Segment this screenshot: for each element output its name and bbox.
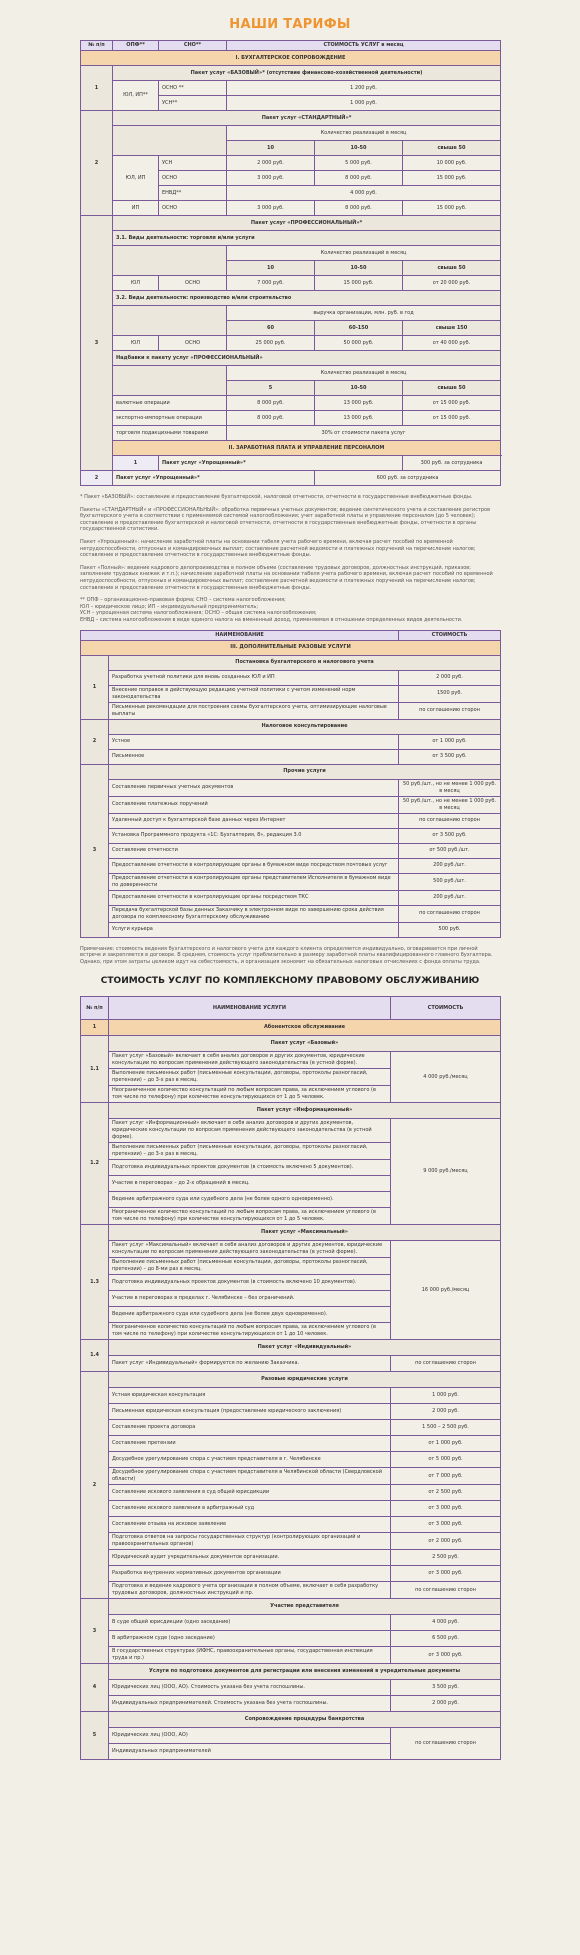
blank-cell xyxy=(113,366,227,396)
cost-cell: 4 000 руб. xyxy=(391,1615,501,1631)
surcharge-label: торговля подакцизными товарами xyxy=(113,426,227,441)
subsection-title: 3.2. Виды деятельности: производство и/или строительство xyxy=(113,291,501,306)
qty-col: свыше 150 xyxy=(403,321,501,336)
cost-cell: 13 000 руб. xyxy=(315,396,403,411)
group-title: Участие представителя xyxy=(109,1599,501,1615)
qty-col: 60-150 xyxy=(315,321,403,336)
opf-cell: ЮЛ, ИП xyxy=(113,156,159,201)
service-label: Передача бухгалтерской базы данных Заказчику в электронном виде по завершению срока действия договора по комплексному бухгалтерскому обслуживанию xyxy=(109,905,399,922)
qty-col: свыше 50 xyxy=(403,261,501,276)
note: Примечание: стоимость ведения бухгалтерского и налогового учета для каждого клиента определяется индивидуально, оговаривается при личной встрече и закрепляется в договоре. В среднем, стоимость услуг приблизительно в размеру заработной платы квалифицированного главного бухгалтера. Однако, при этом затраты целиком идут на себестоимость, и организация экономит на обязательных налоговых отчислениях с фонда оплаты труда. xyxy=(80,945,493,965)
note: ** ОПФ – организационно-правовая форма; СНО – система налогообложения; ЮЛ – юридическое лицо; ИП – индивидуальный предприниматель; УСН – упрощенная система налогообложения; ОСНО – общая система налогообложения; ЕНВД – система налогообложения в виде единого налога на вмененный доход, применяемая в отношении определенных видов деятельности. xyxy=(80,597,463,623)
package-title: Пакет услуг «Базовый» xyxy=(109,1036,501,1052)
cost-cell: 2 000 руб. xyxy=(391,1404,501,1420)
service-label: Подготовка индивидуальных проектов документов (в стоимость включено 5 документов). xyxy=(109,1160,391,1176)
cost-cell: от 15 000 руб. xyxy=(403,396,501,411)
service-label: Подготовка и ведение кадрового учета организации в полном объеме, включает в себя разработку трудовых договоров, должностных инструкций и пр. xyxy=(109,1582,391,1599)
service-label: Выполнение письменных работ (письменные консультации, договоры, протоколы разногласий, претензии) – до 3-х раз в месяц. xyxy=(109,1069,391,1086)
service-label: Составление проекта договора xyxy=(109,1420,391,1436)
service-label: Установка Программного продукта «1С: Бухгалтерия, 8», редакция 3.0 xyxy=(109,828,399,843)
cost-cell: 3 000 руб. xyxy=(227,201,315,216)
surcharge-label: валютные операции xyxy=(113,396,227,411)
row-num: 3 xyxy=(81,216,113,471)
col-name: НАИМЕНОВАНИЕ xyxy=(81,630,399,640)
group-title: Разовые юридические услуги xyxy=(109,1372,501,1388)
row-num: 2 xyxy=(81,719,109,764)
row-num: 4 xyxy=(81,1664,109,1712)
cost-cell: 13 000 руб. xyxy=(315,411,403,426)
service-label: Составление искового заявления в суд общей юрисдикции xyxy=(109,1485,391,1501)
cost-cell: 15 000 руб. xyxy=(315,276,403,291)
opf-cell: ЮЛ, ИП** xyxy=(113,81,159,111)
cost-cell: от 20 000 руб. xyxy=(403,276,501,291)
qty-col: 10-50 xyxy=(315,261,403,276)
sno-cell: ЕНВД** xyxy=(159,186,227,201)
cost-cell: 9 000 руб./месяц xyxy=(391,1119,501,1225)
qty-header: Количество реализаций в месяц xyxy=(227,126,501,141)
opf-cell: ЮЛ xyxy=(113,276,159,291)
cost-cell: 1 000 руб. xyxy=(391,1388,501,1404)
sno-cell: ОСНО ** xyxy=(159,81,227,96)
cost-cell: от 3 500 руб. xyxy=(399,749,501,764)
service-label: Участие в переговорах в пределах г. Челябинске – без ограничений. xyxy=(109,1291,391,1307)
service-label: Услуги курьера xyxy=(109,922,399,937)
cost-cell: 300 руб. за сотрудника xyxy=(403,456,501,471)
cost-cell: 8 000 руб. xyxy=(227,396,315,411)
service-label: Досудебное урегулирование спора с участием представителя в г. Челябинске xyxy=(109,1452,391,1468)
cost-cell: от 1 000 руб. xyxy=(399,734,501,749)
sno-cell: ОСНО xyxy=(159,336,227,351)
surcharge-label: экспортно-импортные операции xyxy=(113,411,227,426)
service-label: Письменные рекомендации для построения схемы бухгалтерского учета, оптимизирующие налоговые выплаты xyxy=(109,702,399,719)
blank-cell xyxy=(113,306,227,336)
service-label: Предоставление отчетности в контролирующие органы представителем Исполнителя в бумажном виде по доверенности xyxy=(109,873,399,890)
service-label: Составление искового заявления в арбитражный суд xyxy=(109,1501,391,1517)
cost-cell: от 3 000 руб. xyxy=(391,1501,501,1517)
service-label: Составление претензии xyxy=(109,1436,391,1452)
subsection-title: 3.1. Виды деятельности: торговля и/или услуги xyxy=(113,231,501,246)
legal-section-title: СТОИМОСТЬ УСЛУГ ПО КОМПЛЕКСНОМУ ПРАВОВОМУ ОБСЛУЖИВАНИЮ xyxy=(100,976,480,987)
row-num: 1.2 xyxy=(81,1103,109,1225)
cost-cell: от 7 000 руб. xyxy=(391,1468,501,1485)
service-label: Выполнение письменных работ (письменные консультации, договоры, протоколы разногласий, претензии) – до 8-ми раз в месяц. xyxy=(109,1258,391,1275)
service-label: Предоставление отчетности в контролирующие органы в бумажном виде посредством почтовых услуг xyxy=(109,858,399,873)
row-num: 1.4 xyxy=(81,1340,109,1372)
cost-cell: 5 000 руб. xyxy=(315,156,403,171)
legal-services-table xyxy=(80,996,501,1760)
cost-cell: 200 руб./шт. xyxy=(399,890,501,905)
cost-cell: 25 000 руб. xyxy=(227,336,315,351)
cost-cell: 1500 руб. xyxy=(399,685,501,702)
group-title: Прочие услуги xyxy=(109,764,501,779)
cost-cell: по соглашению сторон xyxy=(391,1582,501,1599)
section-additional: III. ДОПОЛНИТЕЛЬНЫЕ РАЗОВЫЕ УСЛУГИ xyxy=(81,640,501,655)
cost-cell: 2 000 руб. xyxy=(227,156,315,171)
note: Пакет «Полный»: ведение кадрового делопроизводства в полном объеме (составление трудовых договоров, должностных инструкций, приказов; заполнение трудовых книжек и т.п.); начисление заработной платы на основании табеля учета рабочего времени, включая расчет пособий по временной нетрудоспособности, отпускных и командировочных выплат; составление расчетной ведомости и платежных поручений на перечисление налогов; составление и предоставление отчетности в государственные внебюджетные фонды. xyxy=(80,564,493,591)
service-label: Письменное xyxy=(109,749,399,764)
service-label: Ведение арбитражного суда или судебного дела (не более одного одновременно). xyxy=(109,1192,391,1208)
service-label: Устная юридическая консультация xyxy=(109,1388,391,1404)
row-num: 1.1 xyxy=(81,1036,109,1103)
cost-cell: 4 000 руб. xyxy=(227,186,501,201)
note: Пакет «Упрощенный»: начисление заработной платы на основании табеля учета рабочего времени, включая расчет пособий по временной нетрудоспособности, отпускных и командировочных выплат; составление расчетной ведомости и платежных поручений на перечисление налогов; составление и предоставление отчетности в государственные внебюджетные фонды. xyxy=(80,538,476,559)
col-opf: ОПФ** xyxy=(113,41,159,51)
cost-cell: от 3 000 руб. xyxy=(391,1647,501,1664)
qty-col: свыше 50 xyxy=(403,381,501,396)
row-num: 2 xyxy=(81,471,113,486)
opf-cell: ЮЛ xyxy=(113,336,159,351)
sno-cell: УСН xyxy=(159,156,227,171)
cost-cell: 50 руб./шт., но не менее 1 000 руб. в месяц xyxy=(399,796,501,813)
cost-cell: 7 000 руб. xyxy=(227,276,315,291)
service-label: Разработка учетной политики для вновь созданных ЮЛ и ИП xyxy=(109,670,399,685)
service-label: Неограниченное количество консультаций по любым вопросам права, за исключением углового (в том числе по телефону) при количестве консультирующихся от 1 до 5 человек. xyxy=(109,1208,391,1225)
service-label: Составление первичных учетных документов xyxy=(109,779,399,796)
group-title: Постановка бухгалтерского и налогового учета xyxy=(109,655,501,670)
col-num: № п/п xyxy=(81,41,113,51)
row-num: 2 xyxy=(81,111,113,216)
col-cost: СТОИМОСТЬ УСЛУГ в месяц xyxy=(227,41,501,51)
package-title: Пакет услуг «БАЗОВЫЙ»* (отсутствие финансово-хозяйственной деятельности) xyxy=(113,66,501,81)
page-title: НАШИ ТАРИФЫ xyxy=(229,17,351,32)
cost-cell: от 40 000 руб. xyxy=(403,336,501,351)
cost-cell: от 2 500 руб. xyxy=(391,1485,501,1501)
service-label: Устное xyxy=(109,734,399,749)
service-label: В арбитражном суде (одно заседание) xyxy=(109,1631,391,1647)
service-label: Ведение арбитражного суда или судебного дела (не более двух одновременно). xyxy=(109,1307,391,1323)
blank-cell xyxy=(113,246,227,276)
sno-cell: ОСНО xyxy=(159,276,227,291)
row-num: 1 xyxy=(81,655,109,719)
qty-col: 10-50 xyxy=(315,381,403,396)
service-label: Неограниченное количество консультаций по любым вопросам права, за исключением углового (в том числе по телефону) при количестве консультирующихся от 1 до 5 человек. xyxy=(109,1086,391,1103)
opf-cell: ИП xyxy=(113,201,159,216)
cost-cell: 500 руб./шт. xyxy=(399,873,501,890)
sno-cell: ОСНО xyxy=(159,171,227,186)
note: * Пакет «БАЗОВЫЙ»: составление и предоставление бухгалтерской, налоговой отчетности, отчетности в государственные внебюджетные фонды. xyxy=(80,494,473,500)
cost-cell: по соглашению сторон xyxy=(399,813,501,828)
service-label: Пакет услуг «Базовый» включает в себя анализ договоров и других документов, юридические консультации по вопросам применения действующего законодательства (в устной форме). xyxy=(109,1052,391,1069)
qty-col: 10 xyxy=(227,141,315,156)
row-num: 1.3 xyxy=(81,1225,109,1340)
cost-cell: 500 руб. xyxy=(399,922,501,937)
cost-cell: 8 000 руб. xyxy=(227,411,315,426)
accounting-tariffs-table xyxy=(80,40,501,486)
col-name: НАИМЕНОВАНИЕ УСЛУГИ xyxy=(109,997,391,1020)
cost-cell: 50 000 руб. xyxy=(315,336,403,351)
cost-cell: по соглашению сторон xyxy=(391,1728,501,1760)
service-label: Предоставление отчетности в контролирующие органы посредством ТКС xyxy=(109,890,399,905)
qty-col: 10-50 xyxy=(315,141,403,156)
qty-header: Количество реализаций в месяц xyxy=(227,366,501,381)
group-title: Налоговое консультирование xyxy=(109,719,501,734)
service-label: Подготовка ответов на запросы государственных структур (контролирующих организаций и правоохранительных органов) xyxy=(109,1533,391,1550)
qty-header: выручка организации, млн. руб. в год xyxy=(227,306,501,321)
cost-cell: 15 000 руб. xyxy=(403,201,501,216)
cost-cell: 4 000 руб./месяц xyxy=(391,1052,501,1103)
cost-cell: 16 000 руб./месяц xyxy=(391,1241,501,1340)
service-label: Досудебное урегулирование спора с участием представителя в Челябинской области (Свердловской области) xyxy=(109,1468,391,1485)
additional-services-table xyxy=(80,630,501,938)
row-num: 1 xyxy=(81,66,113,111)
service-label: Юридических лиц (ООО, АО) xyxy=(109,1728,391,1744)
row-num: 3 xyxy=(81,764,109,937)
service-label: Юридических лиц (ООО, АО). Стоимость указана без учета госпошлины. xyxy=(109,1680,391,1696)
cost-cell: 8 000 руб. xyxy=(315,171,403,186)
cost-cell: по соглашению сторон xyxy=(391,1356,501,1372)
cost-cell: 6 500 руб. xyxy=(391,1631,501,1647)
col-num: № п/п xyxy=(81,997,109,1020)
cost-cell: от 3 000 руб. xyxy=(391,1566,501,1582)
service-label: Участие в переговорах – до 2-х обращений в месяц. xyxy=(109,1176,391,1192)
qty-header: Количество реализаций в месяц xyxy=(227,246,501,261)
cost-cell: 3 000 руб. xyxy=(227,171,315,186)
service-label: Составление отчетности xyxy=(109,843,399,858)
col-cost: СТОИМОСТЬ xyxy=(391,997,501,1020)
cost-cell: от 3 000 руб. xyxy=(391,1517,501,1533)
service-label: Подготовка индивидуальных проектов документов (в стоимость включено 10 документов). xyxy=(109,1275,391,1291)
service-label: Пакет услуг «Информационный» включает в себя анализ договоров и других документов, юридические консультации по вопросам применения действующего законодательства (в устной форме). xyxy=(109,1119,391,1143)
cost-cell: от 15 000 руб. xyxy=(403,411,501,426)
cost-cell: 3 500 руб. xyxy=(391,1680,501,1696)
service-label: Пакет услуг «Индивидуальный» формируется по желанию Заказчика. xyxy=(109,1356,391,1372)
service-label: Внесение поправок в действующую редакцию учетной политики с учетом изменений норм законодательства xyxy=(109,685,399,702)
row-num: 1 xyxy=(81,1020,109,1036)
cost-cell: по соглашению сторон xyxy=(399,905,501,922)
service-label: В суде общей юрисдикции (одно заседание) xyxy=(109,1615,391,1631)
row-num: 1 xyxy=(113,456,159,471)
package-title: Пакет услуг «Максимальный» xyxy=(109,1225,501,1241)
cost-cell: 1 000 руб. xyxy=(227,96,501,111)
service-label: Индивидуальных предпринимателей. Стоимость указана без учета госпошлины. xyxy=(109,1696,391,1712)
cost-cell: 1 200 руб. xyxy=(227,81,501,96)
group-title: Услуги по подготовке документов для регистрации или внесения изменений в учредительные документы xyxy=(109,1664,501,1680)
package-title: Пакет услуг «ПРОФЕССИОНАЛЬНЫЙ»* xyxy=(113,216,501,231)
service-label: Разработка внутренних нормативных документов организации xyxy=(109,1566,391,1582)
cost-cell: от 2 000 руб. xyxy=(391,1533,501,1550)
section-accounting: I. БУХГАЛТЕРСКОЕ СОПРОВОЖДЕНИЕ xyxy=(81,51,501,66)
cost-cell: 2 000 руб. xyxy=(391,1696,501,1712)
service-label: Юридический аудит учредительных документов организации. xyxy=(109,1550,391,1566)
footnotes xyxy=(80,494,500,624)
service-label: Удаленный доступ к бухгалтерской базе данных через Интернет xyxy=(109,813,399,828)
qty-col: 60 xyxy=(227,321,315,336)
service-label: Индивидуальных предпринимателей xyxy=(109,1744,391,1760)
cost-cell: от 1 000 руб. xyxy=(391,1436,501,1452)
sno-cell: ОСНО xyxy=(159,201,227,216)
package-title: Пакет услуг «Информационный» xyxy=(109,1103,501,1119)
note-block xyxy=(80,946,500,966)
row-num: 3 xyxy=(81,1599,109,1664)
package-label: Пакет услуг «Упрощенный»* xyxy=(159,456,403,471)
col-sno: СНО** xyxy=(159,41,227,51)
cost-cell: от 3 500 руб. xyxy=(399,828,501,843)
service-label: Пакет услуг «Максимальный» включает в себя анализ договоров и других документов, юридические консультации по вопросам применения действующего законодательства (в устной форме). xyxy=(109,1241,391,1258)
package-label: Пакет услуг «Упрощенный»* xyxy=(113,471,315,486)
cost-cell: от 500 руб./шт. xyxy=(399,843,501,858)
group-title: Сопровождение процедуры банкротства xyxy=(109,1712,501,1728)
cost-cell: 200 руб./шт. xyxy=(399,858,501,873)
note: Пакеты «СТАНДАРТНЫЙ» и «ПРОФЕССИОНАЛЬНЫЙ»: обработка первичных учетных документов; ведение синтетического учета и составление регистров бухгалтерского учета в соответствии с применяемой системой налогообложения; учет заработной платы и управление персоналом (до 5 человек); составление и предоставление бухгалтерской и налоговой отчетности, отчетности в государственные внебюджетные фонды, отчетности в органы государственной статистики. xyxy=(80,506,491,533)
cost-cell: 15 000 руб. xyxy=(403,171,501,186)
row-num: 5 xyxy=(81,1712,109,1760)
qty-col: 5 xyxy=(227,381,315,396)
cost-cell: 2 000 руб. xyxy=(399,670,501,685)
section-payroll: II. ЗАРАБОТНАЯ ПЛАТА И УПРАВЛЕНИЕ ПЕРСОНАЛОМ xyxy=(113,441,501,456)
service-label: Составление отзыва на исковое заявление xyxy=(109,1517,391,1533)
package-title: Пакет услуг «СТАНДАРТНЫЙ»* xyxy=(113,111,501,126)
sno-cell: УСН** xyxy=(159,96,227,111)
cost-cell: 50 руб./шт., но не менее 1 000 руб. в месяц xyxy=(399,779,501,796)
service-label: Выполнение письменных работ (письменные консультации, договоры, протоколы разногласий, претензии) – до 3-х раз в месяц. xyxy=(109,1143,391,1160)
cost-cell: от 5 000 руб. xyxy=(391,1452,501,1468)
service-label: Неограниченное количество консультаций по любым вопросам права, за исключением углового (в том числе по телефону) при количестве консультирующихся от 1 до 10 человек. xyxy=(109,1323,391,1340)
blank-cell xyxy=(113,126,227,156)
service-label: Письменная юридическая консультация (предоставление юридического заключения) xyxy=(109,1404,391,1420)
cost-cell: 30% от стоимости пакета услуг xyxy=(227,426,501,441)
cost-cell: по соглашению сторон xyxy=(399,702,501,719)
package-title: Пакет услуг «Индивидуальный» xyxy=(109,1340,501,1356)
col-cost: СТОИМОСТЬ xyxy=(399,630,501,640)
cost-cell: 10 000 руб. xyxy=(403,156,501,171)
row-num: 2 xyxy=(81,1372,109,1599)
group-title: Абонентское обслуживание xyxy=(109,1020,501,1036)
qty-col: 10 xyxy=(227,261,315,276)
cost-cell: 2 500 руб. xyxy=(391,1550,501,1566)
service-label: Составление платежных поручений xyxy=(109,796,399,813)
cost-cell: 8 000 руб. xyxy=(315,201,403,216)
service-label: В государственных структурах (ИФНС, правоохранительные органы, государственная инспекция труда и пр.) xyxy=(109,1647,391,1664)
subsection-title: Надбавки к пакету услуг «ПРОФЕССИОНАЛЬНЫЙ» xyxy=(113,351,501,366)
cost-cell: 1 500 – 2 500 руб. xyxy=(391,1420,501,1436)
cost-cell: 600 руб. за сотрудника xyxy=(315,471,501,486)
qty-col: свыше 50 xyxy=(403,141,501,156)
